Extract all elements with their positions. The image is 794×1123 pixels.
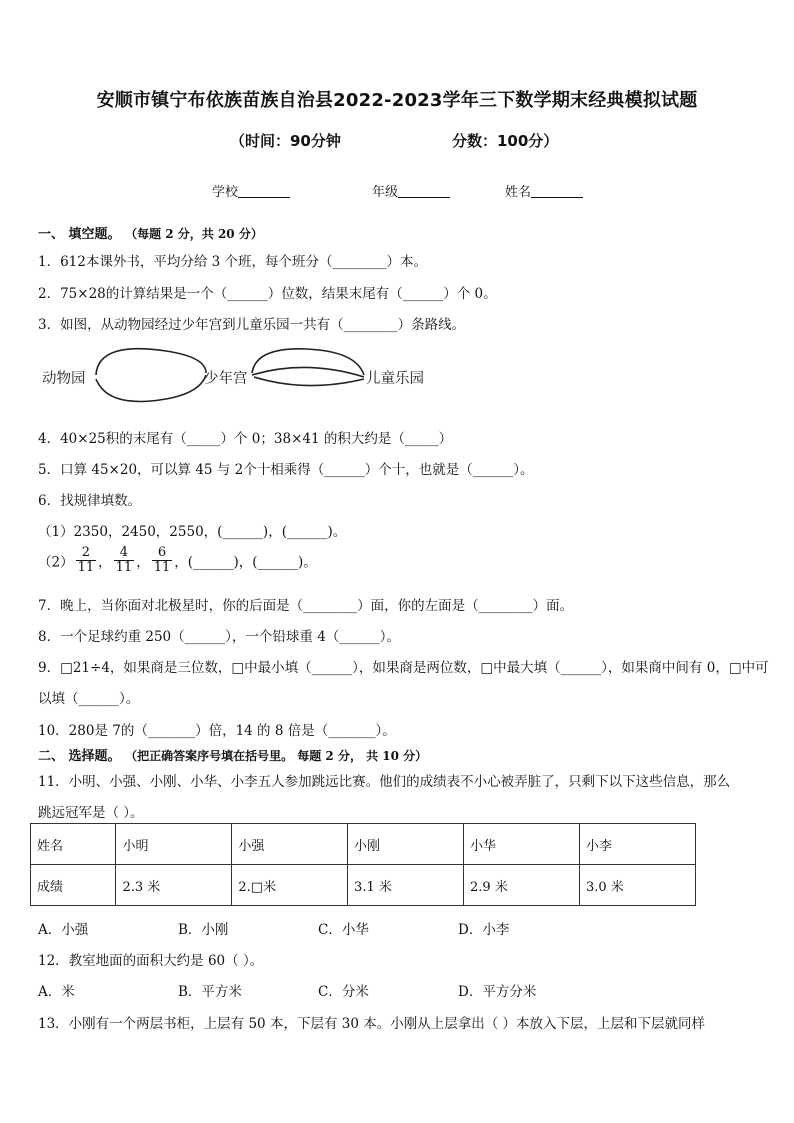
route-zoo-palace-upper [96, 349, 206, 375]
question-9-line-1: 9．□21÷4，如果商是三位数，□中最小填（______），如果商是两位数，□中最大填（______），如果商中间有 0，□中可 [38, 660, 769, 676]
table-row [31, 824, 696, 865]
school-field: 学校 [212, 181, 290, 200]
fraction-3: $\frac{6}{11}$ [153, 545, 171, 575]
option-b[interactable]: B．平方米 [178, 984, 242, 1000]
option-a[interactable]: A．小强 [38, 922, 89, 938]
question-11-line-2: 跳远冠军是（ ）。 [38, 805, 144, 821]
school-blank[interactable] [238, 185, 290, 198]
question-13: 13．小刚有一个两层书柜，上层有 50 本，下层有 30 本。小刚从上层拿出（ ）本放入下层，上层和下层就同样 [38, 1016, 705, 1032]
grade-field: 年级 [372, 181, 450, 200]
question-8: 8．一个足球约重 250（______），一个铅球重 4（______）。 [38, 629, 401, 645]
table-cell: 成绩 [31, 865, 116, 906]
grade-blank[interactable] [398, 185, 450, 198]
question-12-options [38, 980, 598, 1000]
table-header-cell: 小华 [464, 824, 580, 865]
score-table [30, 823, 696, 906]
route-palace-park-lower [254, 377, 364, 386]
question-6-2: （2） $\frac{2}{11}$ ， $\frac{4}{11}$ ， $\frac{6}{11}$ ，(______)，(______)。 [38, 545, 317, 575]
question-11-line-1: 11．小明、小强、小刚、小华、小李五人参加跳远比赛。他们的成绩表不小心被弄脏了，只剩下以下这些信息，那么 [38, 774, 731, 790]
exam-time: （时间：90分钟 [230, 132, 341, 150]
name-blank[interactable] [531, 185, 583, 198]
option-c[interactable]: C．小华 [318, 922, 369, 938]
option-b[interactable]: B．小刚 [178, 922, 229, 938]
question-6-1: （1）2350，2450，2550，(______)，(______)。 [38, 524, 347, 540]
question-1: 1．612本课外书，平均分给 3 个班，每个班分（________）本。 [38, 254, 428, 270]
route-zoo-palace-lower [96, 375, 206, 402]
section-2-heading: 二、 选择题。 （把正确答案序号填在括号里。 每题 2 分， 共 10 分） [38, 749, 428, 764]
route-diagram [38, 345, 458, 415]
table-header-cell: 小明 [116, 824, 232, 865]
exam-score: 分数：100分） [452, 132, 559, 150]
question-5: 5．口算 45×20，可以算 45 与 2个十相乘得（______）个十，也就是（______）。 [38, 462, 534, 478]
question-4: 4．40×25积的末尾有（_____）个 0；38×41 的积大约是（_____） [38, 431, 453, 447]
palace-label: 少年宫 [204, 371, 248, 387]
table-cell: 2.3 米 [116, 865, 232, 906]
table-cell: 2.9 米 [464, 865, 580, 906]
table-header-cell: 姓名 [31, 824, 116, 865]
question-10: 10．280是 7的（_______）倍，14 的 8 倍是（_______）。 [38, 723, 396, 739]
table-header-cell: 小李 [579, 824, 695, 865]
option-d[interactable]: D．小李 [458, 922, 510, 938]
table-cell: 3.0 米 [579, 865, 695, 906]
question-9-line-2: 以填（______）。 [38, 691, 140, 707]
option-c[interactable]: C．分米 [318, 984, 369, 1000]
table-header-cell: 小强 [232, 824, 348, 865]
table-cell: 2.□米 [232, 865, 348, 906]
question-7: 7．晚上，当你面对北极星时，你的后面是（________）面，你的左面是（________）面。 [38, 598, 574, 614]
question-2: 2．75×28的计算结果是一个（______）位数，结果末尾有（______）个 0。 [38, 286, 497, 302]
table-row [31, 865, 696, 906]
fraction-1: $\frac{2}{11}$ [77, 545, 95, 575]
zoo-label: 动物园 [42, 371, 86, 387]
option-d[interactable]: D．平方分米 [458, 984, 537, 1000]
question-6: 6．找规律填数。 [38, 493, 142, 509]
park-label: 儿童乐园 [366, 371, 424, 387]
section-1-heading: 一、 填空题。 （每题 2 分，共 20 分） [38, 227, 263, 242]
question-12: 12．教室地面的面积大约是 60（ ）。 [38, 953, 264, 969]
exam-title: 安顺市镇宁布依族苗族自治县2022-2023学年三下数学期末经典模拟试题 [96, 90, 698, 111]
name-field: 姓名 [505, 181, 583, 200]
question-11-options [38, 918, 598, 938]
table-header-cell: 小刚 [348, 824, 464, 865]
table-cell: 3.1 米 [348, 865, 464, 906]
question-3: 3．如图，从动物园经过少年宫到儿童乐园一共有（________）条路线。 [38, 317, 466, 333]
route-palace-park-middle [252, 367, 364, 377]
fraction-2: $\frac{4}{11}$ [115, 545, 133, 575]
option-a[interactable]: A．米 [38, 984, 75, 1000]
